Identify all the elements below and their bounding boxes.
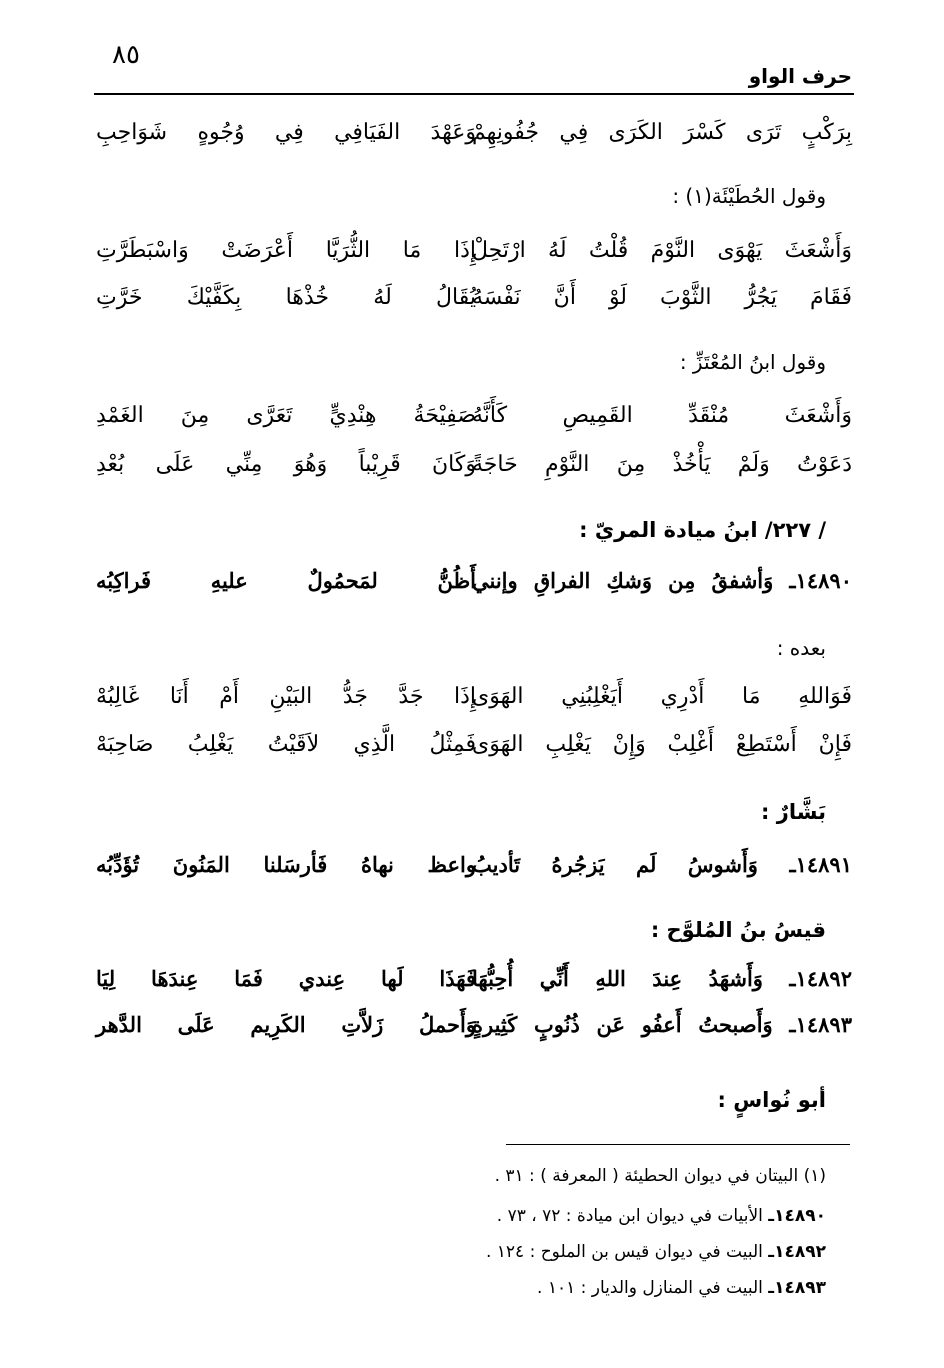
verse-first-hemistich: ١٤٨٩١ـ وَأَشوسُ لَم يَزجُرهُ تَأديبُ	[472, 852, 852, 877]
verse-first-hemistich: ١٤٨٩٢ـ وَأَشهَدُ عِندَ اللهِ أَنِّي أُحِبُّهَا	[472, 966, 852, 991]
verse-first-hemistich: دَعَوْتُ وَلَمْ يَأْخُذْ مِنَ النَّوْمِ حَاجَةً	[472, 452, 852, 477]
verse-second-hemistich: إِذَا جَدَّ جَدُّ البَيْنِ أَمْ أَنَا غَالِبُهْ	[96, 684, 476, 709]
footnote-text: البيت في ديوان قيس بن الملوح : ١٢٤ .	[485, 1242, 769, 1262]
footnote-number: ١٤٨٩٠ـ	[768, 1206, 826, 1226]
footnote-text: البيت في المنازل والديار : ١٠١ .	[537, 1278, 769, 1298]
verse-line	[96, 1012, 852, 1048]
verse-first-hemistich: وَأَشْعَثَ مُنْقَدِّ القَمِيصِ كَأَنَّهُ	[472, 403, 852, 428]
poet-introduction: بَشَّارٌ :	[761, 800, 826, 824]
verse-first-hemistich: فَإِنْ أَسْتَطِعْ أَغْلِبْ وَإِنْ يَغْلِبِ الهَوَى	[472, 732, 852, 757]
footnote-item	[537, 1278, 826, 1298]
footnote-text: الأبيات في ديوان ابن ميادة : ٧٢ ، ٧٣ .	[496, 1206, 769, 1226]
verse-second-hemistich: صَفِيْحَةُ هِنْدِيٍّ تَعَرَّى مِنَ الغَمْدِ	[96, 403, 476, 428]
poet-introduction: بعده :	[776, 636, 826, 660]
footnote-number: ١٤٨٩٢ـ	[768, 1242, 826, 1262]
footnote-number: ١٤٨٩٣ـ	[768, 1278, 826, 1298]
verse-line	[96, 285, 852, 321]
verse-second-hemistich: فَمِثْلُ الَّذِي لاَقَيْتُ يَغْلِبُ صَاحِبَهْ	[96, 732, 476, 757]
verse-line	[96, 403, 852, 439]
verse-first-hemistich: ١٤٨٩٣ـ وَأَصبحتُ أَعفُو عَن ذُنُوبٍ كَثِيرةٍ	[472, 1012, 852, 1037]
footnote-item	[497, 1206, 826, 1226]
verse-second-hemistich: فَهَذَا لَها عِندي فَمَا عِندَهَا لِيَا	[96, 966, 476, 991]
chapter-title: حرف الواو	[748, 64, 852, 88]
verse-second-hemistich: وَكَانَ قَرِيْباً وَهُوَ مِنِّي عَلَى بُعْدِ	[96, 452, 476, 477]
poet-introduction: قيسُ بنُ المُلوَّح :	[650, 918, 826, 942]
poet-introduction: / ٢٢٧/ ابنُ ميادة المريّ :	[579, 518, 826, 542]
verse-second-hemistich: وَعَهْدَ الفَيَافِي فِي وُجُوهٍ شَوَاحِبِ	[96, 120, 476, 145]
verse-second-hemistich: أَظُنُّ لمَحمُولٌ عليهِ فَراكِبُه	[96, 568, 476, 593]
verse-line	[96, 120, 852, 156]
verse-line	[96, 452, 852, 488]
verse-line	[96, 568, 852, 604]
footnote-rule	[506, 1144, 850, 1145]
footnote-number: (١)	[803, 1166, 826, 1186]
verse-first-hemistich: وَأَشْعَثَ يَهْوَى النَّوْمَ قُلْتُ لَهُ ارْتَحِلْ	[472, 238, 852, 263]
header-rule	[94, 93, 854, 95]
verse-first-hemistich: ١٤٨٩٠ـ وَأشفقُ مِن وَشكِ الفراقِ وإنني	[472, 568, 852, 593]
verse-first-hemistich: فَوَاللهِ مَا أَدْرِي أَيَغْلِبُنِي الهَوَى	[472, 684, 852, 709]
poet-introduction: أبو نُواسٍ :	[717, 1088, 826, 1112]
footnote-item	[495, 1166, 826, 1186]
poet-introduction: وقول ابنُ المُعْتَزِّ :	[679, 350, 826, 374]
verse-first-hemistich: بِرَكْبٍ تَرَى كَسْرَ الكَرَى فِي جُفُونِهِمْ	[472, 120, 852, 145]
verse-line	[96, 966, 852, 1002]
page-number: ٨٥	[112, 40, 140, 70]
verse-line	[96, 852, 852, 888]
verse-line	[96, 732, 852, 768]
verse-second-hemistich: واعظ نهاهُ فَأرسَلنا المَنُونَ تُؤَدِّبُه	[96, 852, 476, 877]
poet-introduction: وقول الحُطَيْئَة(١) :	[672, 184, 826, 208]
verse-second-hemistich: وَأَحملُ زَلاَّتِ الكَرِيم عَلَى الدَّهر	[96, 1012, 476, 1037]
verse-line	[96, 684, 852, 720]
footnote-text: البيتان في ديوان الحطيئة ( المعرفة ) : ٣١ .	[494, 1166, 804, 1186]
footnote-item	[486, 1242, 826, 1262]
verse-line	[96, 238, 852, 274]
verse-second-hemistich: إِذَا مَا الثُّرَيَّا أَعْرَضَتْ وَاسْبَطَرَّتِ	[96, 238, 476, 263]
verse-second-hemistich: يُقَالُ لَهُ خُذْهَا بِكَفَّيْكَ خَرَّتِ	[96, 285, 476, 310]
verse-first-hemistich: فَقَامَ يَجُرُّ الثَّوْبَ لَوْ أَنَّ نَفْسَهُ	[472, 285, 852, 310]
